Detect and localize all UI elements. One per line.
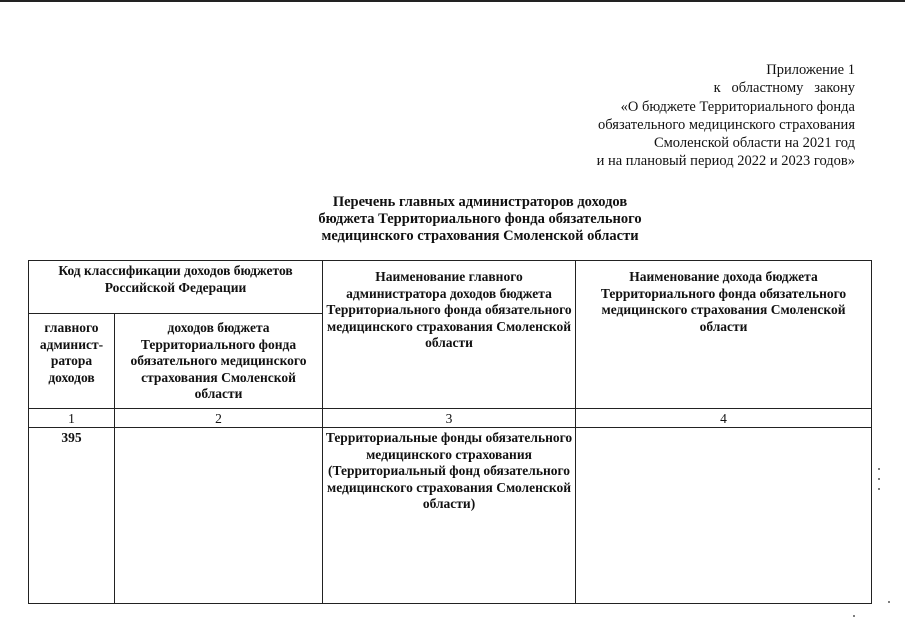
- code-group-header: Код классификации доходов бюджетов Российской Федерации: [29, 261, 323, 314]
- admin-code-cell: 395: [29, 428, 115, 604]
- appendix-line: «О бюджете Территориального фонда: [620, 98, 855, 115]
- administrators-table: [28, 260, 872, 604]
- income-name-header: Наименование дохода бюджета Территориального фонда обязательного медицинского страхования Смоленской области: [576, 261, 872, 409]
- admin-name-cell: Территориальные фонды обязательного медицинского страхования (Территориальный фонд обязательного медицинского страхования Смоленской области): [323, 428, 576, 604]
- appendix-line: к областному закону: [713, 80, 855, 97]
- title-line: медицинского страхования Смоленской области: [321, 228, 639, 244]
- column-number: 4: [576, 409, 872, 428]
- column-number: 2: [115, 409, 323, 428]
- scan-speck: [878, 488, 880, 490]
- main-admin-code-header: главного админист-ратора доходов: [29, 314, 115, 409]
- appendix-line: и на плановый период 2022 и 2023 годов»: [596, 153, 855, 170]
- top-border-line: [0, 0, 905, 2]
- income-name-cell: [576, 428, 872, 604]
- document-title: [230, 194, 730, 245]
- income-code-header: доходов бюджета Территориального фонда обязательного медицинского страхования Смоленской области: [115, 314, 323, 409]
- appendix-line: Смоленской области на 2021 год: [653, 135, 855, 152]
- appendix-line: Приложение 1: [766, 62, 855, 78]
- column-number: 3: [323, 409, 576, 428]
- scan-speck: [853, 615, 855, 617]
- income-code-cell: [115, 428, 323, 604]
- column-numbers-row: [29, 409, 872, 428]
- table-header-row: [29, 261, 872, 314]
- admin-name-header: Наименование главного администратора доходов бюджета Территориального фонда обязательного медицинского страхования Смоленской области: [323, 261, 576, 409]
- table-row: [29, 428, 872, 604]
- title-line: Перечень главных администраторов доходов: [332, 194, 628, 210]
- appendix-line: обязательного медицинского страхования: [598, 116, 855, 133]
- column-number: 1: [29, 409, 115, 428]
- title-line: бюджета Территориального фонда обязательного: [318, 211, 642, 227]
- scan-speck: [888, 601, 890, 603]
- appendix-header: [535, 61, 855, 171]
- scan-speck: [878, 478, 880, 480]
- scan-speck: [878, 468, 880, 470]
